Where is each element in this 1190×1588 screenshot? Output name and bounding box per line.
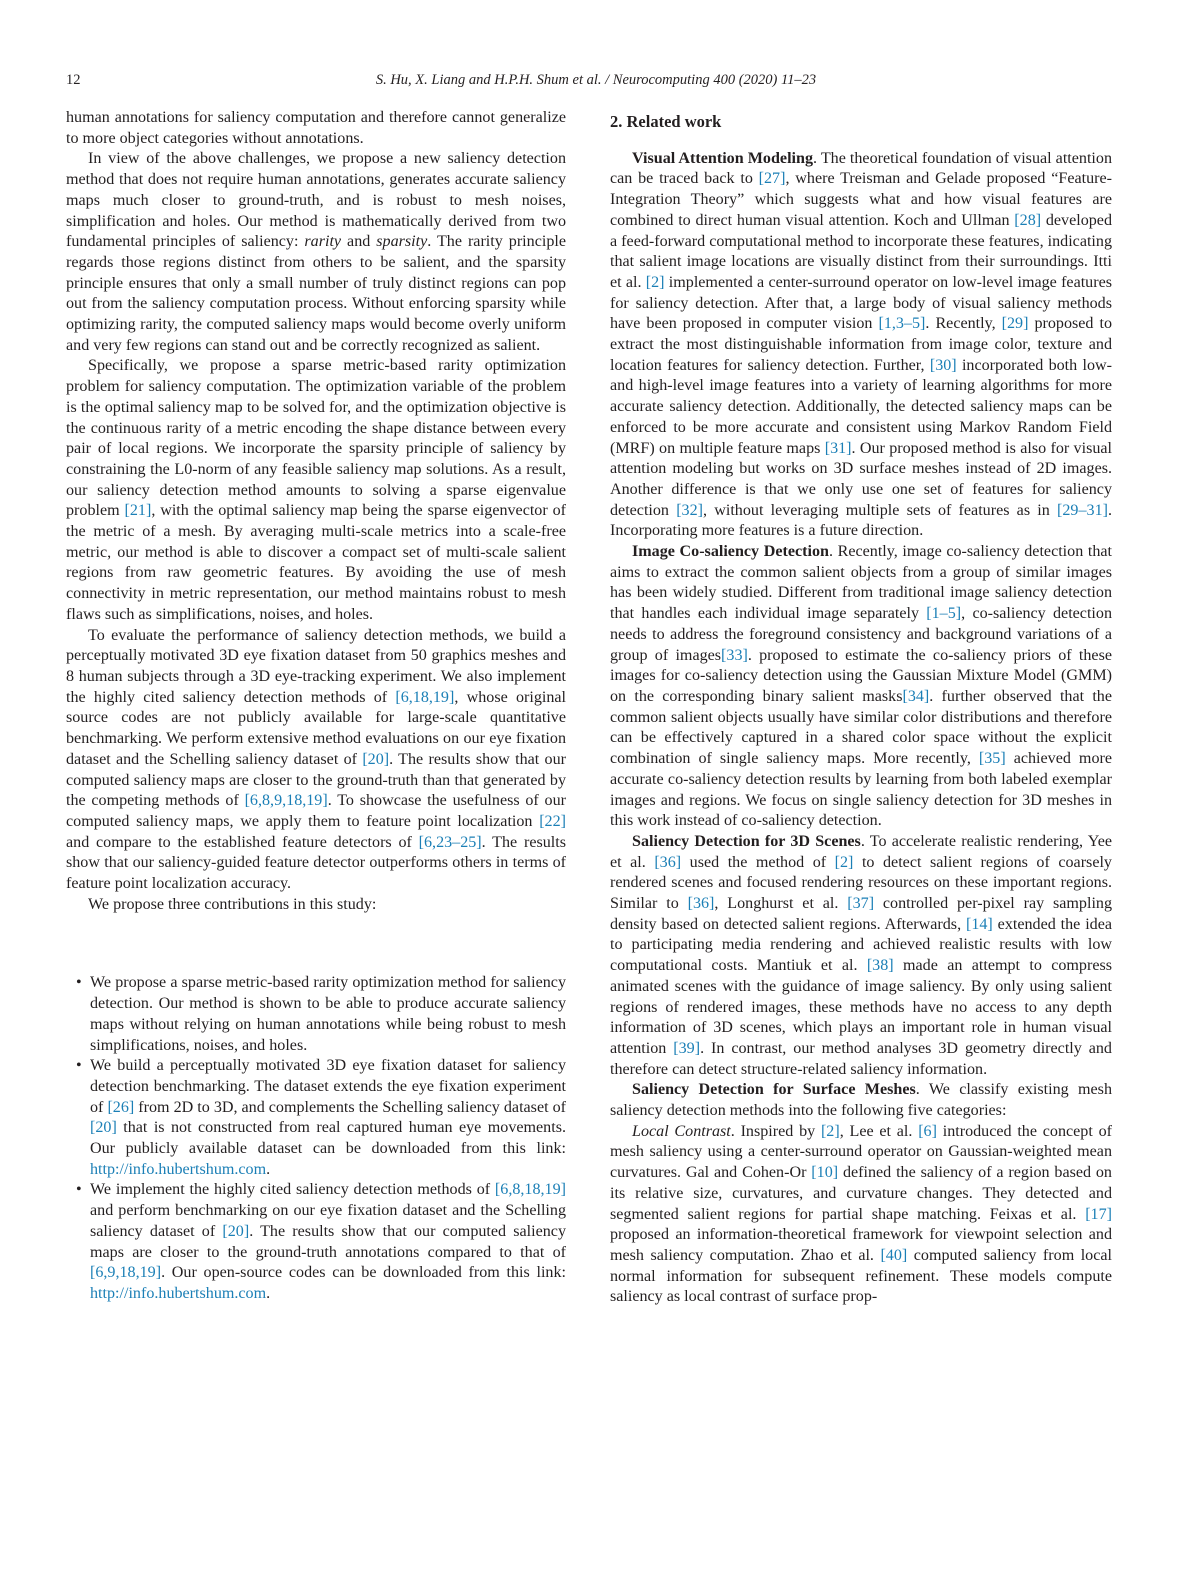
left-column xyxy=(66,108,566,1305)
paragraph-contributions-intro: We propose three contributions in this study: xyxy=(88,895,377,913)
citation-link[interactable]: [6,9,18,19] xyxy=(90,1264,162,1282)
citation-link[interactable]: [1,3–5] xyxy=(878,315,926,333)
citation-link[interactable]: [27] xyxy=(758,170,786,188)
paragraph-optimization: Specifically, we propose a sparse metric-based rarity optimization problem for saliency computation. The optimization variable of the problem is the optimal saliency map to be solved for, and the optimization objective is the continuous rarity of a metric encoding the shape distance between every pair of local regions. We incorporate the sparsity principle of saliency by constraining the L0-norm of any feasible saliency map solutions. As a result, our saliency detection method amounts to solving a sparse eigenvalue problem [21], with the optimal saliency map being the sparse eigenvector of the metric of a mesh. By averaging multi-scale metrics into a scale-free metric, our method is able to discover a compact set of multi-scale salient regions from raw geometric features. By avoiding the use of mesh connectivity in metric representation, our method maintains robust to mesh flaws such as simplifications, noises, and holes. xyxy=(66,357,566,623)
citation-link[interactable]: [6,8,9,18,19] xyxy=(244,792,328,810)
citation-link[interactable]: [6,23–25] xyxy=(418,833,482,851)
code-url-link[interactable]: http://info.hubertshum.com xyxy=(90,1284,267,1302)
citation-link[interactable]: [17] xyxy=(1085,1205,1112,1223)
citation-link[interactable]: [28] xyxy=(1014,211,1042,229)
list-item: • We propose a sparse metric-based rarity optimization method for saliency detection. Our method is shown to be able to produce accurate saliency maps without relying on human annotations while being robust to mesh simplifications, noises, and holes. xyxy=(76,974,566,1054)
citation-link[interactable]: [2] xyxy=(834,853,854,871)
bullet-icon: • xyxy=(76,1181,82,1199)
dataset-url-link[interactable]: http://info.hubertshum.com xyxy=(90,1160,267,1178)
citation-link[interactable]: [6,8,18,19] xyxy=(494,1181,566,1199)
run-in-heading: Saliency Detection for Surface Meshes xyxy=(632,1081,916,1099)
citation-link[interactable]: [22] xyxy=(539,812,566,830)
citation-link[interactable]: [14] xyxy=(965,915,993,933)
citation-link[interactable]: [20] xyxy=(90,1119,117,1137)
citation-link[interactable]: [30] xyxy=(929,356,957,374)
citation-link[interactable]: [2] xyxy=(645,273,665,291)
right-column xyxy=(610,108,1112,1308)
paragraph-surface-meshes: Saliency Detection for Surface Meshes. We classify existing mesh saliency detection methods into the following five categories: xyxy=(610,1081,1112,1120)
citation-link[interactable]: [36] xyxy=(654,853,682,871)
list-item: • We build a perceptually motivated 3D eye fixation dataset for saliency detection benchmarking. The dataset extends the eye fixation experiment of [26] from 2D to 3D, and complements the Schelling saliency dataset of [20] that is not constructed from real captured human eye movements. Our publicly available dataset can be downloaded from this link: http://info.hubertshum.com. xyxy=(76,1057,566,1178)
citation-link[interactable]: [35] xyxy=(978,750,1006,768)
citation-link[interactable]: [38] xyxy=(866,957,894,975)
paragraph-co-saliency: Image Co-saliency Detection. Recently, image co-saliency detection that aims to extract the common salient objects from a group of similar images has been widely studied. Different from traditional image saliency detection that handles each individual image separately [1–5], co-saliency detection needs to address the foreground consistency and background variations of a group of images[33]. proposed to estimate the co-saliency priors of these images for co-saliency detection using the Gaussian Mixture Model (GMM) on the corresponding binary salient masks[34]. further observed that the common salient objects usually have similar color distributions and therefore can be effectively captured in a shared color space without the explicit combination of single saliency maps. More recently, [35] achieved more accurate co-saliency detection results by learning from both labeled exemplar images and regions. We focus on single saliency detection for 3D meshes in this work instead of co-saliency detection. xyxy=(610,543,1112,830)
run-in-heading: Local Contrast xyxy=(632,1122,731,1140)
citation-link[interactable]: [36] xyxy=(687,895,715,913)
contributions-list xyxy=(66,973,566,1304)
citation-link[interactable]: [37] xyxy=(847,895,875,913)
paragraph-3d-scenes: Saliency Detection for 3D Scenes. To accelerate realistic rendering, Yee et al. [36] used the method of [2] to detect salient regions of coarsely rendered scenes and focused rendering resources on these important regions. Similar to [36], Longhurst et al. [37] controlled per-pixel ray sampling density based on detected salient regions. Afterwards, [14] extended the idea to participating media rendering and achieved realistic results with low computational costs. Mantiuk et al. [38] made an attempt to compress animated scenes with the guidance of image saliency. By only using salient regions of rendered images, these methods have no access to any depth information of 3D scenes, which plays an important role in human visual attention [39]. In contrast, our method analyses 3D geometry directly and therefore can detect structure-related saliency information. xyxy=(610,832,1113,1078)
paragraph-evaluation: To evaluate the performance of saliency detection methods, we build a perceptually motivated 3D eye fixation dataset from 50 graphics meshes and 8 human subjects through a 3D eye-tracking experiment. We also implement the highly cited saliency detection methods of [6,18,19], whose original source codes are not publicly available for large-scale quantitative benchmarking. We perform extensive method evaluations on our eye fixation dataset and the Schelling saliency dataset of [20]. The results show that our computed saliency maps are closer to the ground-truth than that generated by the competing methods of [6,8,9,18,19]. To showcase the usefulness of our computed saliency maps, we apply them to feature point localization [22] and compare to the established feature detectors of [6,23–25]. The results show that our saliency-guided feature detector outperforms others in terms of feature point localization accuracy. xyxy=(66,626,567,893)
citation-link[interactable]: [39] xyxy=(673,1039,701,1057)
paragraph-method-overview: In view of the above challenges, we propose a new saliency detection method that does not require human annotations, generates accurate saliency maps much closer to ground-truth, and is robust to mesh noises, simplification and holes. Our method is mathematically derived from two fundamental principles of saliency: rarity and sparsity. The rarity principle regards those regions distinct from others to be salient, and the sparsity principle ensures that only a small number of truly distinct regions can pop out from the saliency computation process. Without enforcing sparsity while optimizing rarity, the computed saliency maps would become overly uniform and very few regions can stand out and be correctly recognized as salient. xyxy=(66,150,566,354)
paragraph-local-contrast: Local Contrast. Inspired by [2], Lee et al. [6] introduced the concept of mesh saliency using a center-surround operator on Gaussian-weighted mean curvatures. Gal and Cohen-Or [10] defined the saliency of a region based on its relative size, curvatures, and curvature changes. They detected and segmented salient regions for partial shape matching. Feixas et al. [17] proposed an information-theoretical framework for viewpoint selection and mesh saliency computation. Zhao et al. [40] computed saliency from local normal information for subsequent refinement. These models compute saliency as local contrast of surface prop- xyxy=(610,1122,1112,1306)
term-rarity: rarity xyxy=(304,233,342,251)
citation-link[interactable]: [31] xyxy=(824,439,852,457)
citation-link[interactable]: [29–31] xyxy=(1057,501,1108,519)
term-sparsity: sparsity xyxy=(376,233,428,251)
bullet-icon: • xyxy=(76,1057,82,1075)
citation-link[interactable]: [21] xyxy=(124,502,152,520)
citation-link[interactable]: [40] xyxy=(880,1246,908,1264)
citation-link[interactable]: [6] xyxy=(918,1122,937,1140)
citation-link[interactable]: [20] xyxy=(362,750,390,768)
citation-link[interactable]: [2] xyxy=(820,1122,840,1140)
citation-link[interactable]: [29] xyxy=(1001,315,1029,333)
citation-link[interactable]: [10] xyxy=(811,1164,839,1182)
page-header xyxy=(66,72,1126,92)
list-item: • We implement the highly cited saliency detection methods of [6,8,18,19] and perform benchmarking on our eye fixation dataset and the Schelling saliency dataset of [20]. The results show that our computed saliency maps are closer to the ground-truth annotations compared to that of [6,9,18,19]. Our open-source codes can be downloaded from this link: http://info.hubertshum.com. xyxy=(76,1181,566,1302)
section-title: 2. Related work xyxy=(610,112,722,131)
page-number: 12 xyxy=(66,72,81,88)
bullet-icon: • xyxy=(76,974,82,992)
running-head: S. Hu, X. Liang and H.P.H. Shum et al. / Neurocomputing 400 (2020) 11–23 xyxy=(375,72,817,88)
citation-link[interactable]: [34] xyxy=(902,687,930,705)
citation-link[interactable]: [6,18,19] xyxy=(395,688,455,706)
paragraph-visual-attention: Visual Attention Modeling. The theoretical foundation of visual attention can be traced back to [27], where Treisman and Gelade proposed “Feature-Integration Theory” which suggests what and how visual features are combined to direct human visual attention. Koch and Ullman [28] developed a feed-forward computational method to incorporate these features, indicating that salient image locations are visually distinct from their surroundings. Itti et al. [2] implemented a center-surround operator on low-level image features for saliency detection. After that, a large body of visual saliency methods have been proposed in computer vision [1,3–5]. Recently, [29] proposed to extract the most distinguishable information from image color, texture and location features for saliency detection. Further, [30] incorporated both low- and high-level image features into a variety of learning algorithms for more accurate saliency detection. Additionally, the detected saliency maps can be enforced to be more accurate and consistent using Markov Random Field (MRF) on multiple feature maps [31]. Our proposed method is also for visual attention modeling but works on 3D surface meshes instead of 2D images. Another difference is that we only use one set of features for saliency detection [32], without leveraging multiple sets of features as in [29–31]. Incorporating more features is a future direction. xyxy=(610,149,1113,540)
run-in-heading: Saliency Detection for 3D Scenes xyxy=(632,832,861,850)
run-in-heading: Visual Attention Modeling xyxy=(632,149,814,167)
citation-link[interactable]: [33] xyxy=(721,646,748,664)
paragraph-intro-continued: human annotations for saliency computation and therefore cannot generalize to more object categories without annotations. xyxy=(66,109,566,147)
citation-link[interactable]: [1–5] xyxy=(926,605,962,623)
run-in-heading: Image Co-saliency Detection xyxy=(632,543,829,561)
citation-link[interactable]: [26] xyxy=(107,1098,135,1116)
citation-link[interactable]: [32] xyxy=(676,501,704,519)
citation-link[interactable]: [20] xyxy=(222,1222,250,1240)
